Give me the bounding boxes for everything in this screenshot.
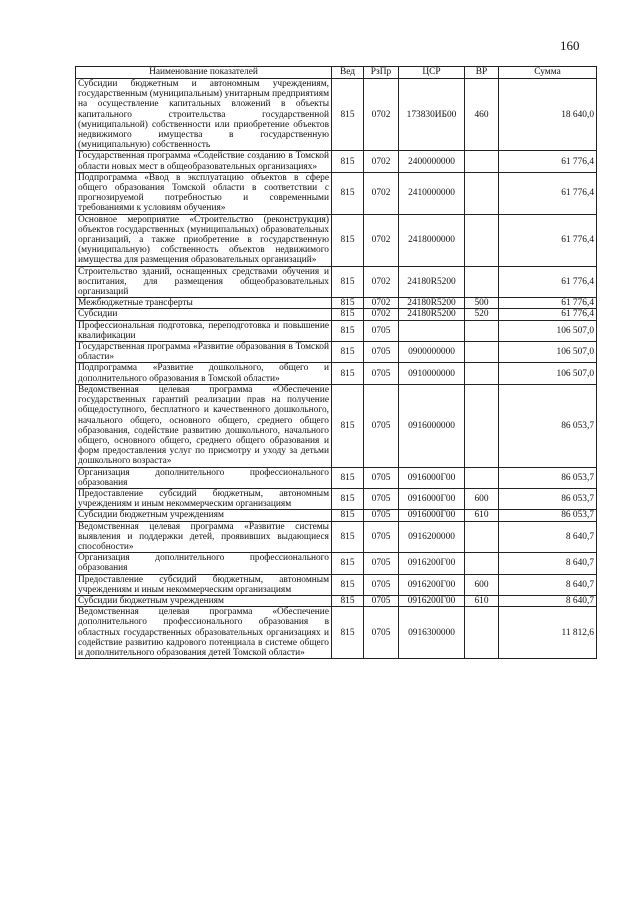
- table-row: [76, 363, 597, 384]
- row-vr: 500: [465, 298, 499, 309]
- table-row: [76, 521, 597, 553]
- row-rzpr: 0702: [364, 214, 399, 266]
- row-rzpr: 0705: [364, 363, 399, 384]
- row-csr: 0916200Г00: [399, 574, 465, 595]
- row-csr: 0900000000: [399, 342, 465, 363]
- row-csr: 24180R5200: [399, 298, 465, 309]
- row-csr: 0916200Г00: [399, 553, 465, 574]
- row-sum: 86 053,7: [499, 488, 597, 509]
- table-row: [76, 595, 597, 606]
- row-csr: 0916300000: [399, 607, 465, 659]
- row-name: Организация дополнительного профессионального образования: [76, 553, 332, 574]
- row-ved: 815: [332, 595, 364, 606]
- row-rzpr: 0705: [364, 574, 399, 595]
- row-name: Основное мероприятие «Строительство (реконструкция) объектов государственных (муниципальных) образовательных организаций, а также приобретение в государственную (муниципальную) собственность объектов недвижимого имущества для размещения образовательных организаций»: [76, 214, 332, 266]
- row-ved: 815: [332, 342, 364, 363]
- table-row: [76, 79, 597, 151]
- row-vr: [465, 553, 499, 574]
- row-ved: 815: [332, 151, 364, 172]
- header-rzpr: РзПр: [364, 67, 399, 79]
- row-csr: 173830ИБ00: [399, 79, 465, 151]
- table-row: [76, 510, 597, 521]
- table-row: [76, 309, 597, 320]
- row-sum: 8 640,7: [499, 595, 597, 606]
- row-ved: 815: [332, 309, 364, 320]
- row-rzpr: 0705: [364, 510, 399, 521]
- table-row: [76, 266, 597, 298]
- row-name: Подпрограмма «Ввод в эксплуатацию объектов в сфере общего образования Томской области в соответствии с прогнозируемой потребностью и современными требованиями к условиям обучения»: [76, 172, 332, 214]
- row-name: Субсидии бюджетным учреждениям: [76, 510, 332, 521]
- table-row: [76, 214, 597, 266]
- row-vr: [465, 607, 499, 659]
- row-rzpr: 0705: [364, 384, 399, 467]
- table-row: [76, 342, 597, 363]
- row-name: Профессиональная подготовка, переподготовка и повышение квалификации: [76, 320, 332, 341]
- row-sum: 61 776,4: [499, 298, 597, 309]
- row-ved: 815: [332, 467, 364, 488]
- row-name: Субсидии бюджетным и автономным учреждениям, государственным (муниципальным) унитарным предприятиям на осуществление капитальных вложений в объекты капитального строительства государственной (муниципальной) собственности или приобретение объектов недвижимого имущества в государственную (муниципальную) собственность: [76, 79, 332, 151]
- table-row: [76, 574, 597, 595]
- row-sum: 86 053,7: [499, 467, 597, 488]
- page-number: 160: [560, 38, 580, 53]
- row-vr: [465, 320, 499, 341]
- row-rzpr: 0705: [364, 521, 399, 553]
- row-vr: [465, 521, 499, 553]
- row-rzpr: 0702: [364, 298, 399, 309]
- row-sum: 61 776,4: [499, 214, 597, 266]
- header-vr: ВР: [465, 67, 499, 79]
- row-csr: 2400000000: [399, 151, 465, 172]
- row-rzpr: 0705: [364, 488, 399, 509]
- row-ved: 815: [332, 172, 364, 214]
- row-csr: 0916000Г00: [399, 467, 465, 488]
- row-vr: 600: [465, 488, 499, 509]
- table-row: [76, 151, 597, 172]
- row-ved: 815: [332, 266, 364, 298]
- row-name: Ведомственная целевая программа «Развитие системы выявления и поддержки детей, проявивших выдающиеся способности»: [76, 521, 332, 553]
- row-name: Организация дополнительного профессионального образования: [76, 467, 332, 488]
- row-csr: 0916000Г00: [399, 488, 465, 509]
- table-row: [76, 607, 597, 659]
- row-sum: 61 776,4: [499, 266, 597, 298]
- row-name: Межбюджетные трансферты: [76, 298, 332, 309]
- row-rzpr: 0705: [364, 467, 399, 488]
- row-vr: [465, 151, 499, 172]
- row-sum: 8 640,7: [499, 574, 597, 595]
- row-vr: 610: [465, 510, 499, 521]
- row-name: Подпрограмма «Развитие дошкольного, общего и дополнительного образования в Томской области»: [76, 363, 332, 384]
- row-sum: 106 507,0: [499, 363, 597, 384]
- row-name: Субсидии бюджетным учреждениям: [76, 595, 332, 606]
- row-ved: 815: [332, 574, 364, 595]
- row-csr: 0916200Г00: [399, 595, 465, 606]
- row-rzpr: 0702: [364, 172, 399, 214]
- row-rzpr: 0705: [364, 342, 399, 363]
- row-vr: [465, 266, 499, 298]
- row-sum: 61 776,4: [499, 151, 597, 172]
- row-sum: 61 776,4: [499, 309, 597, 320]
- row-csr: 2410000000: [399, 172, 465, 214]
- row-vr: 610: [465, 595, 499, 606]
- table-row: [76, 298, 597, 309]
- row-csr: 2418000000: [399, 214, 465, 266]
- row-sum: 106 507,0: [499, 342, 597, 363]
- row-rzpr: 0702: [364, 151, 399, 172]
- table-row: [76, 488, 597, 509]
- row-ved: 815: [332, 521, 364, 553]
- row-vr: 520: [465, 309, 499, 320]
- row-ved: 815: [332, 363, 364, 384]
- row-name: Субсидии: [76, 309, 332, 320]
- header-name: Наименование показателей: [76, 67, 332, 79]
- row-rzpr: 0705: [364, 553, 399, 574]
- row-vr: [465, 363, 499, 384]
- row-rzpr: 0702: [364, 309, 399, 320]
- row-sum: 86 053,7: [499, 510, 597, 521]
- row-rzpr: 0702: [364, 266, 399, 298]
- row-sum: 106 507,0: [499, 320, 597, 341]
- row-name: Строительство зданий, оснащенных средствами обучения и воспитания, для размещения общеобразовательных организаций: [76, 266, 332, 298]
- row-ved: 815: [332, 384, 364, 467]
- header-sum: Сумма: [499, 67, 597, 79]
- header-ved: Вед: [332, 67, 364, 79]
- row-sum: 8 640,7: [499, 521, 597, 553]
- row-sum: 8 640,7: [499, 553, 597, 574]
- table-row: [76, 172, 597, 214]
- header-csr: ЦСР: [399, 67, 465, 79]
- row-name: Государственная программа «Содействие созданию в Томской области новых мест в общеобразовательных организациях»: [76, 151, 332, 172]
- row-sum: 86 053,7: [499, 384, 597, 467]
- row-name: Предоставление субсидий бюджетным, автономным учреждениям и иным некоммерческим организациям: [76, 488, 332, 509]
- row-vr: 460: [465, 79, 499, 151]
- row-csr: 0916000Г00: [399, 510, 465, 521]
- row-vr: 600: [465, 574, 499, 595]
- row-name: Ведомственная целевая программа «Обеспечение государственных гарантий реализации прав на получение общедоступного, бесплатного и качественного дошкольного, начального общего, основного общего, среднего общего образования, содействие развитию дошкольного, начального общего, основного общего, среднего общего образования и форм предоставления услуг по присмотру и уходу за детьми дошкольного возраста»: [76, 384, 332, 467]
- row-vr: [465, 384, 499, 467]
- row-ved: 815: [332, 320, 364, 341]
- table-row: [76, 467, 597, 488]
- row-name: Предоставление субсидий бюджетным, автономным учреждениям и иным некоммерческим организациям: [76, 574, 332, 595]
- row-rzpr: 0705: [364, 320, 399, 341]
- row-csr: 0910000000: [399, 363, 465, 384]
- row-vr: [465, 172, 499, 214]
- row-rzpr: 0705: [364, 607, 399, 659]
- row-sum: 18 640,0: [499, 79, 597, 151]
- row-sum: 61 776,4: [499, 172, 597, 214]
- row-ved: 815: [332, 214, 364, 266]
- row-csr: 0916000000: [399, 384, 465, 467]
- row-csr: 0916200000: [399, 521, 465, 553]
- table-header-row: [76, 67, 597, 79]
- row-csr: 24180R5200: [399, 309, 465, 320]
- row-ved: 815: [332, 510, 364, 521]
- row-sum: 11 812,6: [499, 607, 597, 659]
- table-row: [76, 553, 597, 574]
- row-rzpr: 0705: [364, 595, 399, 606]
- row-ved: 815: [332, 79, 364, 151]
- row-csr: 24180R5200: [399, 266, 465, 298]
- row-vr: [465, 214, 499, 266]
- row-name: Государственная программа «Развитие образования в Томской области»: [76, 342, 332, 363]
- row-ved: 815: [332, 607, 364, 659]
- row-ved: 815: [332, 488, 364, 509]
- table-row: [76, 320, 597, 341]
- budget-table: [75, 66, 597, 659]
- row-vr: [465, 342, 499, 363]
- row-rzpr: 0702: [364, 79, 399, 151]
- row-ved: 815: [332, 553, 364, 574]
- row-ved: 815: [332, 298, 364, 309]
- row-csr: [399, 320, 465, 341]
- table-row: [76, 384, 597, 467]
- row-name: Ведомственная целевая программа «Обеспечение дополнительного профессионального образования в областных государственных образовательных организациях и содействие развитию кадрового потенциала в системе общего и дополнительного образования детей Томской области»: [76, 607, 332, 659]
- row-vr: [465, 467, 499, 488]
